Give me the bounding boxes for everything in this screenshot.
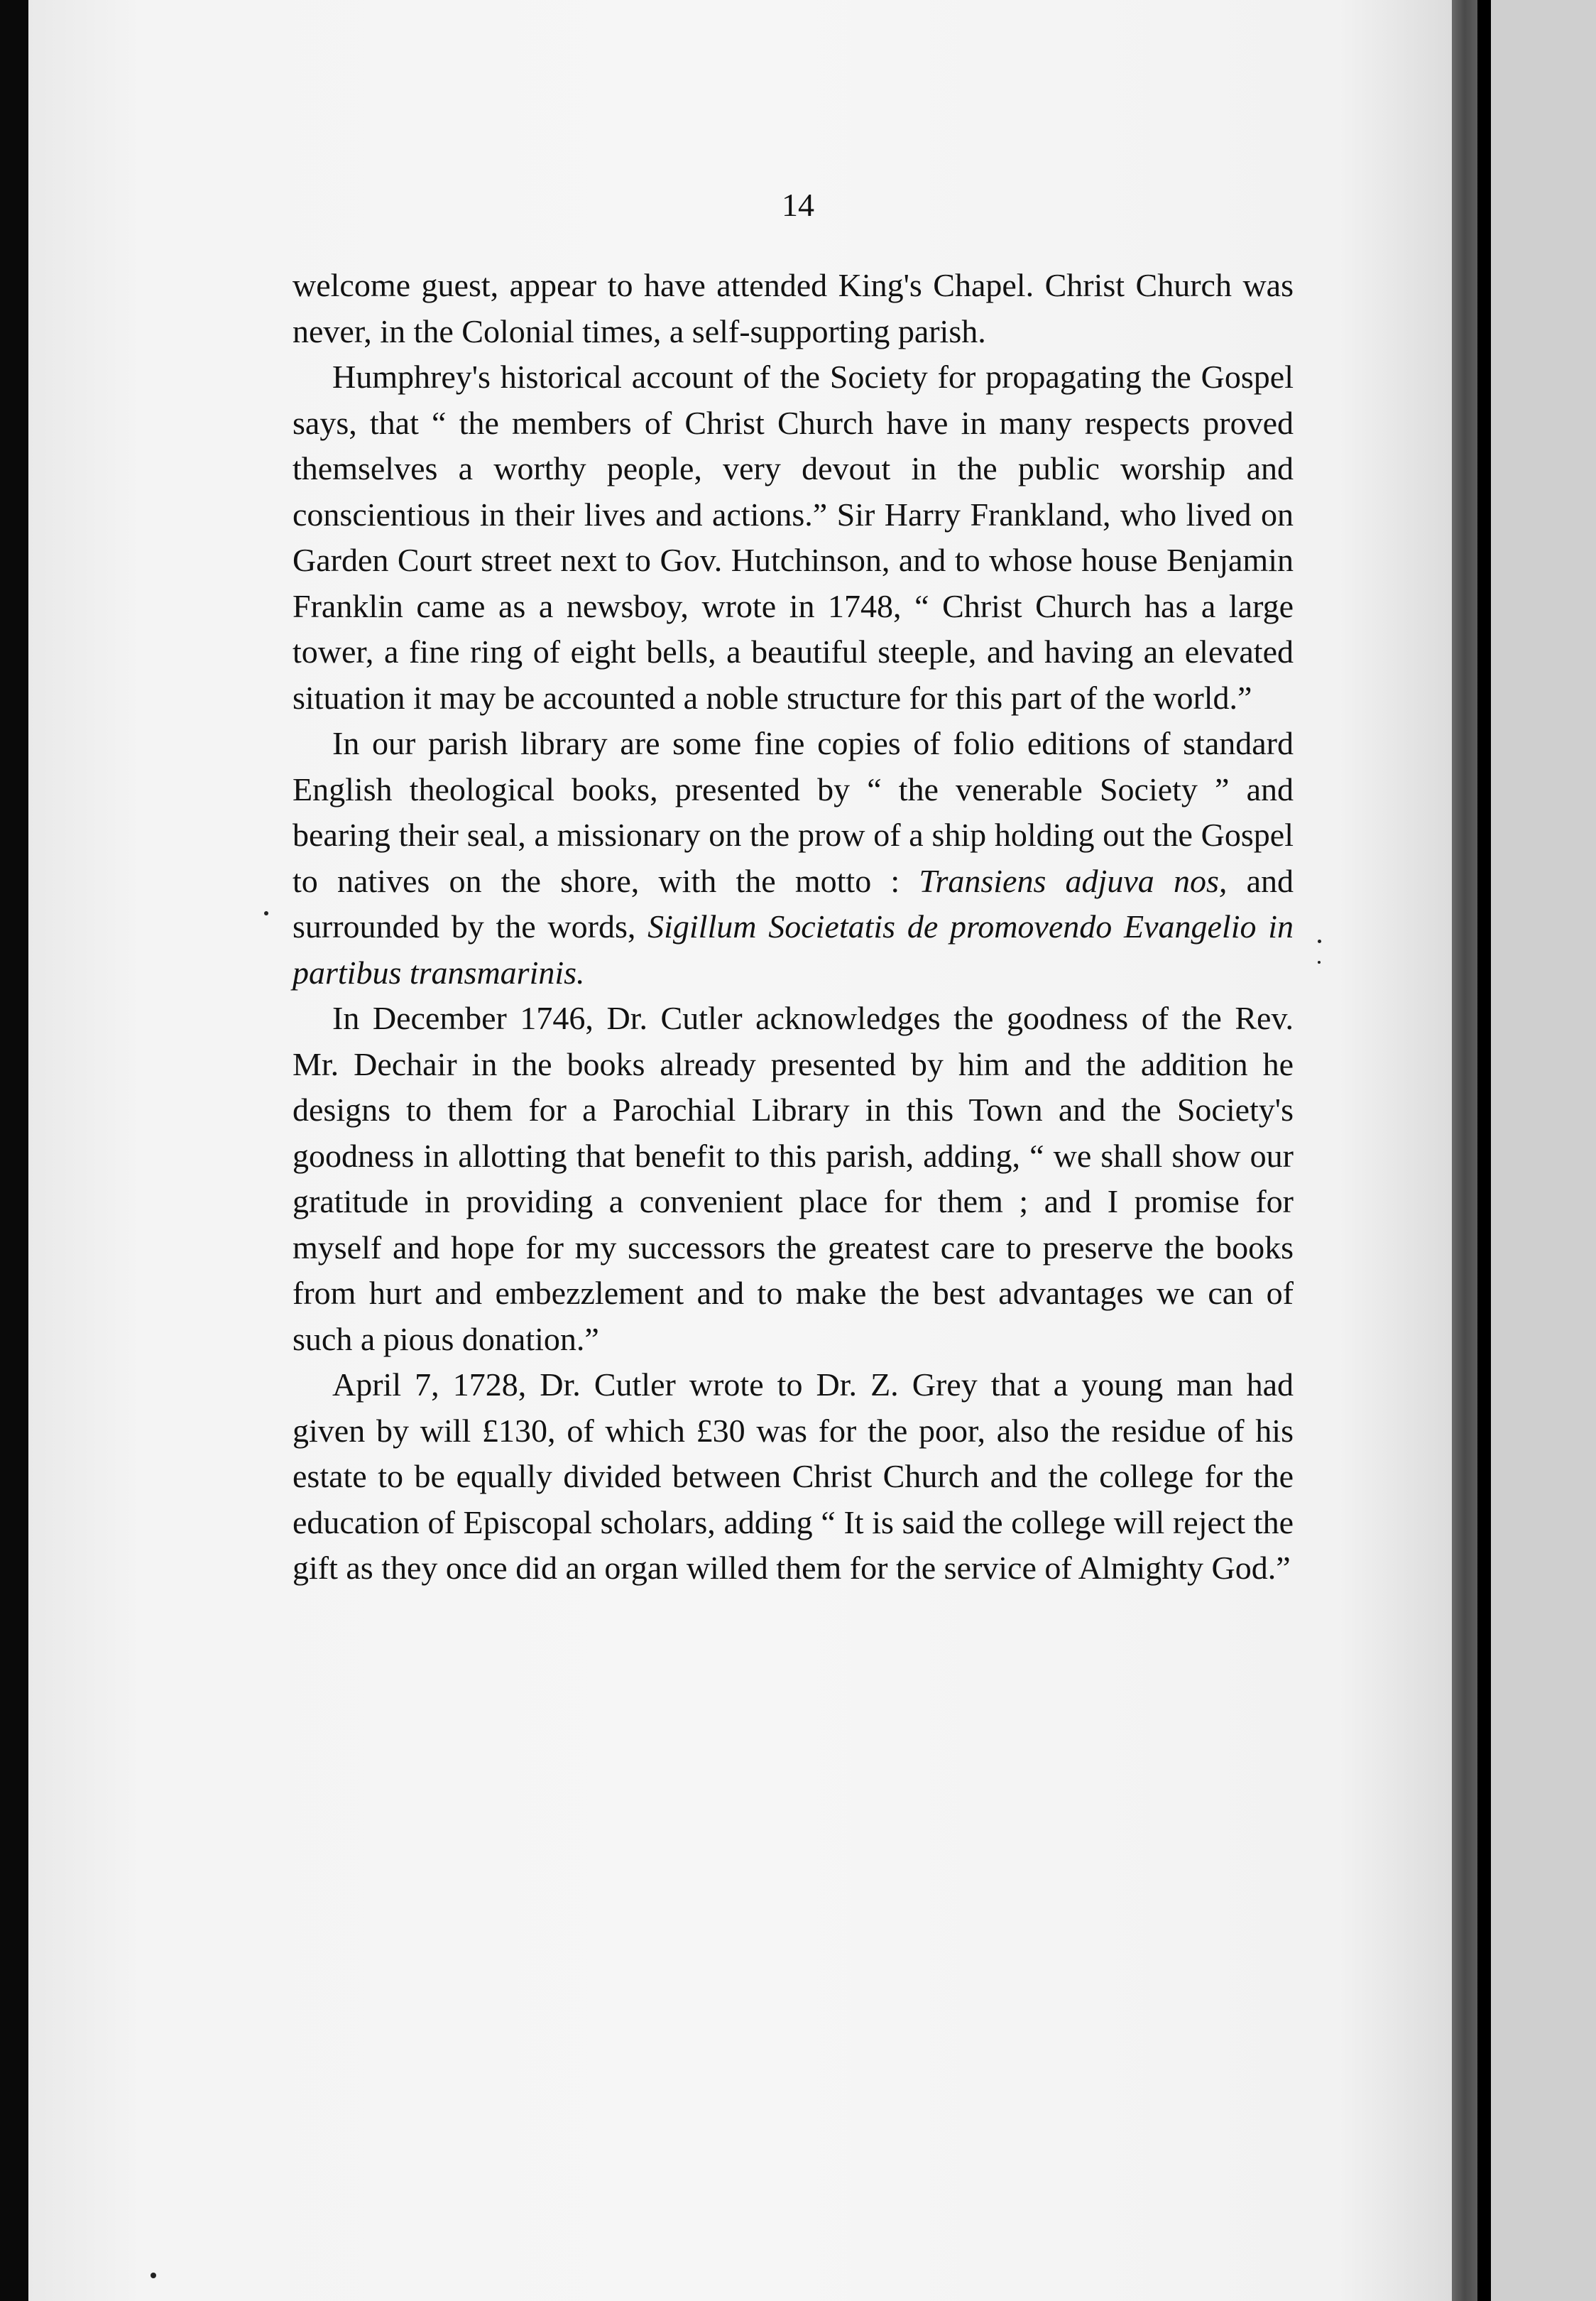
seal-legend: Sigillum Societatis de promovendo Evangelio in partibus transmarinis.	[293, 908, 1294, 991]
dust-speck	[1318, 961, 1321, 964]
body-text	[293, 263, 1294, 1592]
dust-speck	[151, 2273, 156, 2278]
book-spine-shadow	[1452, 0, 1477, 2301]
dust-speck	[264, 911, 268, 915]
paragraph-dechair-books: In December 1746, Dr. Cutler acknowledges the goodness of the Rev. Mr. Dechair in the books already presented by him and the addition he designs to them for a Parochial Library in this Town and the Society's goodness in allotting that benefit to this parish, adding, “ we shall show our gratitude in providing a convenient place for them ; and I promise for myself and hope for my successors the greatest care to preserve the books from hurt and embezzlement and to make the best advantages we can of such a pious donation.”	[293, 1000, 1294, 1357]
paragraph-cutler-letter: April 7, 1728, Dr. Cutler wrote to Dr. Z. Grey that a young man had given by will £130, of which £30 was for the poor, also the residue of his estate to be equally divided between Christ Church and the college for the education of Episcopal scholars, adding “ It is said the college will reject the gift as they once did an organ willed them for the service of Almighty God.”	[293, 1366, 1294, 1586]
library-text-before-motto: In our parish library are some fine copies of folio editions of standard English theological books, presented by “ the venerable Society ” and bearing their seal, a missionary on the prow of a ship holding out the Gospel to natives on the shore, with the motto :	[293, 725, 1294, 899]
dust-speck	[1318, 940, 1321, 943]
paragraph-parish-library	[293, 721, 1294, 996]
paragraph-continuation: welcome guest, appear to have attended King's Chapel. Christ Church was never, in the Colonial times, a self-supporting parish.	[293, 267, 1294, 349]
seal-motto: Transiens adjuva nos,	[919, 862, 1228, 899]
library-text-middle: and surrounded by the words,	[293, 862, 1294, 945]
scan-left-border	[0, 0, 28, 2301]
paragraph-humphrey-account: Humphrey's historical account of the Society for propagating the Gospel says, that “ the members of Christ Church have in many respects proved themselves a worthy people, very devout in the public worship and conscientious in their lives and actions.” Sir Harry Frankland, who lived on Garden Court street next to Gov. Hutchinson, and to whose house Benjamin Franklin came as a newsboy, wrote in 1748, “ Christ Church has a large tower, a fine ring of eight bells, a beautiful steeple, and having an elevated situation it may be accounted a noble structure for this part of the world.”	[293, 359, 1294, 716]
facing-page-edge	[1491, 0, 1596, 2301]
page-number: 14	[782, 187, 814, 223]
